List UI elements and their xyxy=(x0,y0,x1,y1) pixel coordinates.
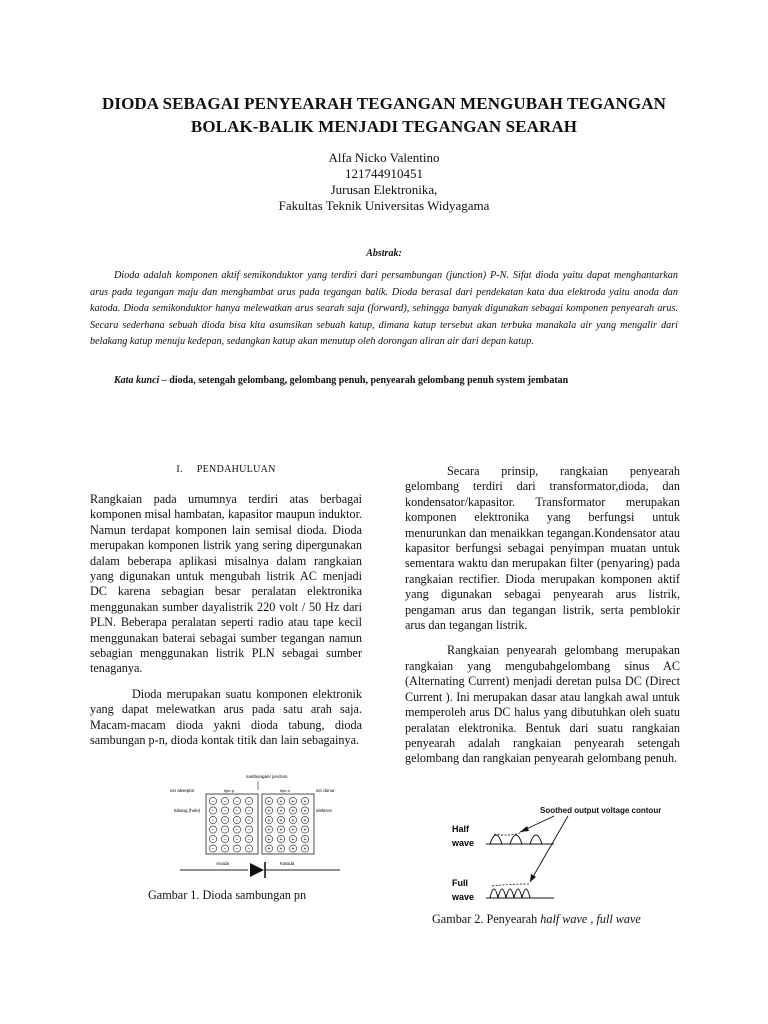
donor-ion-sign: + xyxy=(291,846,295,853)
fig2-full-wave-contour xyxy=(492,884,530,886)
fig2-half-wave-contour xyxy=(494,832,522,835)
acceptor-ion-sign: − xyxy=(247,798,251,805)
acceptor-ion-sign: − xyxy=(235,836,239,843)
acceptor-ion-sign: − xyxy=(247,808,251,815)
acceptor-ion-sign: − xyxy=(211,827,215,834)
figure-2-rectifier-waves xyxy=(450,804,662,908)
title-line-1: DIODA SEBAGAI PENYEARAH TEGANGAN MENGUBAH TEGANGAN xyxy=(101,94,667,113)
keywords-text: – dioda, setengah gelombang, gelombang penuh, penyearah gelombang penuh system jembatan xyxy=(159,375,569,386)
acceptor-ion-sign: − xyxy=(235,798,239,805)
right-paragraph-1: Secara prinsip, rangkaian penyearah gelombang terdiri dari transformator,dioda, dan kondensator/kapasitor. Transformator merupakan komponen elektronika yang berfungsi untuk menurunkan dan menaikkan tegangan.Kondensator atau kapasitor berfungsi sebagai penyimpan muatan untuk sementara waktu dan merupakan filter (penyaring) pada rangkaian rectifier. Dioda merupakan komponen aktif yang digunakan sebagai penyearah arus listrik, pengaman arus dan tegangan listrik, serta pemblokir arus dan tegangan listrik. xyxy=(405,464,680,633)
fig2-label-full: Full wave xyxy=(452,878,475,902)
donor-ion-sign: + xyxy=(279,827,283,834)
fig1-label-electron: elektron xyxy=(316,808,333,813)
donor-ion-sign: + xyxy=(291,808,295,815)
figure-2-caption-italic: half wave , full wave xyxy=(540,912,641,926)
donor-ion-sign: + xyxy=(279,808,283,815)
acceptor-ion-sign: − xyxy=(247,817,251,824)
fig1-label-junction: sambungan/ junction xyxy=(246,774,288,779)
donor-ion-sign: + xyxy=(303,817,307,824)
figure-1-caption: Gambar 1. Dioda sambungan pn xyxy=(148,888,307,902)
fig1-label-hole: lubang (hole) xyxy=(174,808,201,813)
donor-ion-sign: + xyxy=(303,808,307,815)
title-line-2: BOLAK-BALIK MENJADI TEGANGAN SEARAH xyxy=(190,117,578,136)
author-department: Jurusan Elektronika, xyxy=(330,182,438,197)
fig2-arrow-full xyxy=(530,816,568,882)
left-paragraph-1: Rangkaian pada umumnya terdiri atas berbagai komponen misal hambatan, kapasitor maupun induktor. Namun terdapat komponen lain semisal dioda. Dioda merupakan komponen listrik yang sering dipergunakan dalam beberapa aplikasi misalnya dalam rangkaian yang digunakan untuk mengubah listrik AC menjadi DC karena sebagian besar peralatan elektronika menggunakan sumber dayalistrik 220 volt / 50 Hz dari PLN. Beberapa peralatan seperti radio atau tape kecil menggunakan baterai sebagai sumber tegangan namun sebagian menggunakan listrik PLN sebagai sumber tenaganya. xyxy=(90,492,362,676)
abstract-heading: Abstrak: xyxy=(366,248,402,259)
acceptor-ion-sign: − xyxy=(223,808,227,815)
fig1-label-cathode: Katoda xyxy=(280,861,295,866)
acceptor-ion-sign: − xyxy=(235,808,239,815)
acceptor-ion-sign: − xyxy=(223,827,227,834)
section-title: PENDAHULUAN xyxy=(196,464,276,475)
donor-ion-sign: + xyxy=(291,798,295,805)
donor-ion-sign: + xyxy=(267,836,271,843)
acceptor-ion-sign: − xyxy=(223,798,227,805)
left-column xyxy=(90,492,362,759)
figure-2-caption-prefix: Gambar 2. Penyearah xyxy=(432,912,541,926)
author-name: Alfa Nicko Valentino xyxy=(328,150,440,165)
fig1-diode-symbol xyxy=(250,863,264,877)
donor-ion-sign: + xyxy=(267,808,271,815)
fig1-label-p: tipe-p xyxy=(224,788,235,793)
donor-ion-sign: + xyxy=(267,846,271,853)
donor-ion-sign: + xyxy=(267,817,271,824)
acceptor-ion-sign: − xyxy=(211,808,215,815)
donor-ion-sign: + xyxy=(267,798,271,805)
section-heading xyxy=(90,464,362,475)
donor-ion-sign: + xyxy=(303,798,307,805)
fig1-label-n: tipe-n xyxy=(280,788,291,793)
abstract-text: Dioda adalah komponen aktif semikonduktor yang terdiri dari persambungan (junction) P-N. Sifat dioda yaitu dapat menghantarkan arus pada tegangan maju dan menghambat arus pada tegangan balik. Dioda berasal dari pendekatan kata dua elektroda yaitu anoda dan katoda. Dioda semikonduktor hanya melewatkan arus searah saja (forward), sehingga banyak digunakan sebagai komponen penyearah arus. Secara sederhana sebuah dioda bisa kita asumsikan sebuah katup, dimana katup tersebut akan terbuka manakala air yang mengalir dari belakang katup menuju kedepan, sedangkan katup akan menutup oleh dorongan aliran air dari depan katup. xyxy=(90,270,678,347)
fig2-label-contour: Soothed output voltage contour xyxy=(540,806,662,815)
donor-ion-sign: + xyxy=(303,836,307,843)
acceptor-ion-sign: − xyxy=(247,827,251,834)
fig1-label-anode: Anoda xyxy=(216,861,230,866)
keywords xyxy=(114,375,714,386)
acceptor-ion-sign: − xyxy=(211,846,215,853)
fig2-label-half: Half wave xyxy=(452,824,475,848)
figure-2-caption xyxy=(432,912,641,927)
acceptor-ion-sign: − xyxy=(223,817,227,824)
right-paragraph-2: Rangkaian penyearah gelombang merupakan rangkaian yang mengubahgelombang sinus AC (Alternating Current) menjadi deretan pulsa DC (Direct Current ). Ini merupakan dasar atau langkah awal untuk memperoleh arus DC halus yang dibutuhkan oleh suatu peralatan elektronika. Bentuk dari suatu rangkaian penyearah adalah rangkaian penyearah setengah gelombang dan rangkaian penyearah gelombang penuh. xyxy=(405,643,680,766)
acceptor-ion-sign: − xyxy=(211,836,215,843)
keywords-label: Kata kunci xyxy=(114,375,160,386)
author-block xyxy=(84,150,684,214)
paper-title xyxy=(60,92,708,138)
fig1-label-ion-acceptor: ion akseptor xyxy=(170,788,195,793)
donor-ion-sign: + xyxy=(279,817,283,824)
acceptor-ion-sign: − xyxy=(223,846,227,853)
donor-ion-sign: + xyxy=(279,846,283,853)
acceptor-ion-sign: − xyxy=(247,846,251,853)
acceptor-ion-sign: − xyxy=(235,817,239,824)
section-number: I. xyxy=(176,464,183,475)
acceptor-ion-sign: − xyxy=(223,836,227,843)
donor-ion-sign: + xyxy=(303,827,307,834)
donor-ion-sign: + xyxy=(303,846,307,853)
fig1-label-ion-donor: ion donor xyxy=(316,788,335,793)
figure-1-pn-junction xyxy=(170,772,350,880)
donor-ion-sign: + xyxy=(291,836,295,843)
left-paragraph-2: Dioda merupakan suatu komponen elektronik yang dapat melewatkan arus pada satu arah saja. Macam-macam dioda yakni dioda tabung, dioda sambungan p-n, dioda kontak titik dan lain sebagainya. xyxy=(90,686,362,748)
donor-ion-sign: + xyxy=(267,827,271,834)
right-column xyxy=(405,464,680,777)
donor-ion-sign: + xyxy=(291,817,295,824)
fig2-half-wave-signal xyxy=(490,835,542,844)
acceptor-ion-sign: − xyxy=(211,798,215,805)
author-faculty: Fakultas Teknik Universitas Widyagama xyxy=(278,198,490,213)
acceptor-ion-sign: − xyxy=(235,846,239,853)
donor-ion-sign: + xyxy=(291,827,295,834)
acceptor-ion-sign: − xyxy=(235,827,239,834)
author-id: 121744910451 xyxy=(345,166,423,181)
acceptor-ion-sign: − xyxy=(247,836,251,843)
fig2-full-wave-signal xyxy=(490,889,530,898)
acceptor-ion-sign: − xyxy=(211,817,215,824)
donor-ion-sign: + xyxy=(279,798,283,805)
donor-ion-sign: + xyxy=(279,836,283,843)
